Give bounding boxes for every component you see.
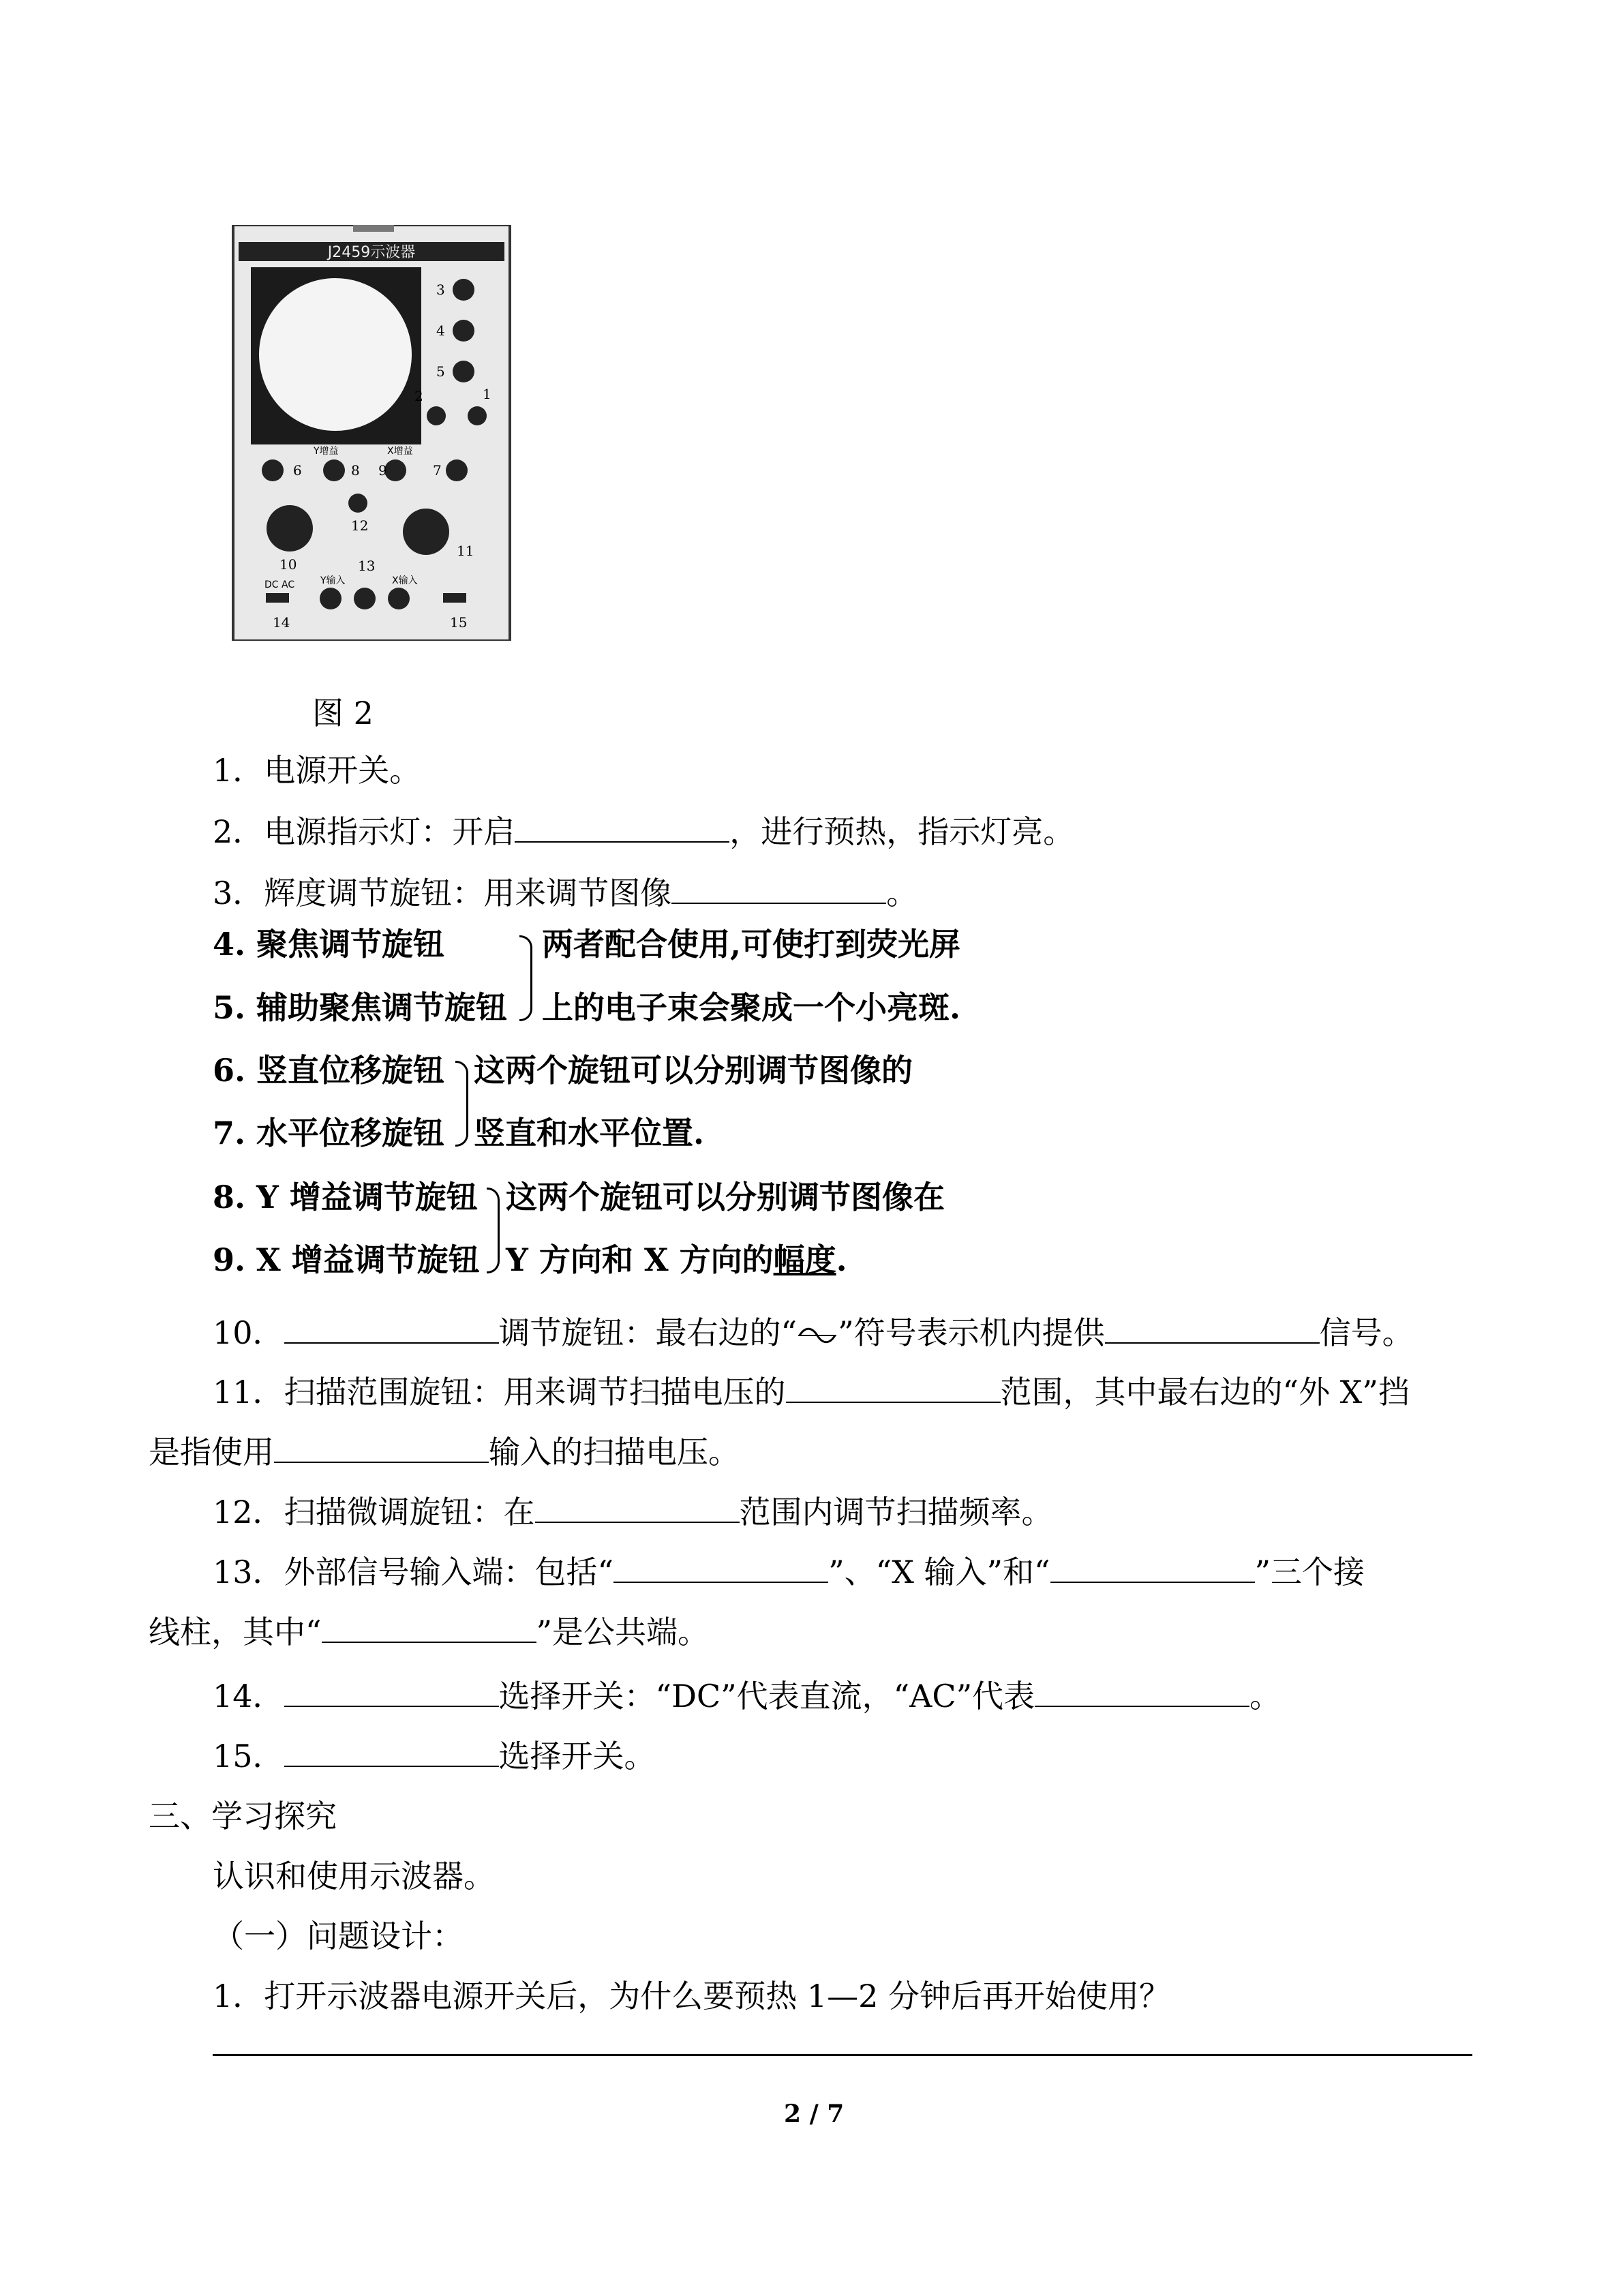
- svg-text:14: 14: [273, 614, 290, 631]
- svg-text:12: 12: [351, 517, 369, 534]
- device-title: J2459示波器: [327, 244, 416, 261]
- item-1: 1．电源开关。: [213, 752, 421, 789]
- svg-text:9: 9: [378, 462, 387, 479]
- item-8: 8. Y 增益调节旋钮: [213, 1179, 478, 1215]
- svg-text:1: 1: [483, 386, 491, 402]
- blank[interactable]: [535, 1492, 740, 1523]
- blank[interactable]: [1035, 1676, 1249, 1707]
- svg-text:2: 2: [414, 388, 423, 404]
- svg-text:X增益: X增益: [387, 446, 413, 457]
- question-1: 1．打开示波器电源开关后，为什么要预热 1—2 分钟后再开始使用？: [213, 1978, 1171, 2014]
- blank[interactable]: [284, 1312, 499, 1344]
- item-6-7-note-1: 这两个旋钮可以分别调节图像的: [474, 1052, 913, 1089]
- blank[interactable]: [1050, 1552, 1255, 1583]
- item-11-cont: 是指使用 输入的扫描电压。: [149, 1432, 740, 1472]
- section-title: 三、学习探究: [149, 1798, 337, 1834]
- item-7: 7. 水平位移旋钮: [213, 1115, 445, 1151]
- blank[interactable]: [1105, 1312, 1320, 1344]
- item-10: 10． 调节旋钮：最右边的“ ”符号表示机内提供 信号。: [213, 1312, 1414, 1353]
- svg-text:4: 4: [436, 322, 445, 339]
- item-9: 9. X 增益调节旋钮: [213, 1241, 480, 1278]
- item-4-5-note-1: 两者配合使用,可使打到荧光屏: [542, 926, 961, 963]
- svg-text:8: 8: [351, 462, 360, 479]
- brace: [455, 1061, 468, 1147]
- page-number: 2 / 7: [784, 2100, 845, 2128]
- blank[interactable]: [322, 1612, 536, 1643]
- svg-text:6: 6: [293, 462, 302, 479]
- item-3: 3．辉度调节旋钮：用来调节图像 。: [213, 873, 917, 913]
- item-2: 2．电源指示灯：开启 ，进行预热，指示灯亮。: [213, 811, 1074, 852]
- svg-text:Y增益: Y增益: [314, 446, 339, 457]
- item-11: 11．扫描范围旋钮：用来调节扫描电压的 范围，其中最右边的“外 X”挡: [213, 1372, 1410, 1413]
- svg-text:7: 7: [433, 462, 442, 479]
- brace: [519, 935, 532, 1021]
- item-6: 6. 竖直位移旋钮: [213, 1052, 445, 1089]
- svg-text:11: 11: [457, 543, 474, 559]
- item-6-7-note-2: 竖直和水平位置.: [474, 1115, 705, 1151]
- brace: [487, 1188, 500, 1273]
- blank[interactable]: [613, 1552, 828, 1583]
- blank[interactable]: [515, 811, 729, 843]
- svg-text:X输入: X输入: [392, 575, 418, 586]
- blank[interactable]: [786, 1372, 1001, 1403]
- oscilloscope-figure: [232, 225, 511, 641]
- figure-caption: 图 2: [312, 695, 374, 731]
- device-handle: [353, 225, 394, 232]
- item-15: 15． 选择开关。: [213, 1736, 656, 1777]
- item-5: 5. 辅助聚焦调节旋钮: [213, 989, 508, 1026]
- item-12: 12．扫描微调旋钮：在 范围内调节扫描频率。: [213, 1492, 1053, 1532]
- blank[interactable]: [284, 1736, 499, 1767]
- section-intro: 认识和使用示波器。: [213, 1858, 495, 1894]
- blank[interactable]: [284, 1676, 499, 1707]
- svg-text:13: 13: [358, 558, 376, 574]
- item-8-9-note-2: Y 方向和 X 方向的幅度.: [506, 1241, 847, 1278]
- section-subtitle: （一）问题设计：: [213, 1918, 464, 1954]
- item-8-9-note-1: 这两个旋钮可以分别调节图像在: [506, 1179, 945, 1215]
- answer-line[interactable]: [213, 2054, 1472, 2056]
- svg-text:5: 5: [436, 363, 445, 380]
- blank[interactable]: [671, 873, 886, 904]
- item-4-5-note-2: 上的电子束会聚成一个小亮斑.: [542, 989, 961, 1026]
- screen: [259, 278, 412, 431]
- item-13-cont: 线柱，其中“ ”是公共端。: [149, 1612, 709, 1652]
- sine-symbol-icon: [797, 1325, 838, 1346]
- svg-text:Y输入: Y输入: [320, 575, 346, 586]
- svg-text:15: 15: [450, 614, 468, 631]
- item-14: 14． 选择开关：“DC”代表直流，“AC”代表 。: [213, 1676, 1281, 1717]
- item-4: 4. 聚焦调节旋钮: [213, 926, 445, 963]
- item-13: 13．外部信号输入端：包括“ ”、“X 输入”和“ ”三个接: [213, 1552, 1365, 1592]
- svg-text:10: 10: [279, 556, 297, 573]
- blank[interactable]: [274, 1432, 489, 1463]
- svg-text:DC AC: DC AC: [264, 579, 295, 590]
- svg-text:3: 3: [436, 282, 445, 298]
